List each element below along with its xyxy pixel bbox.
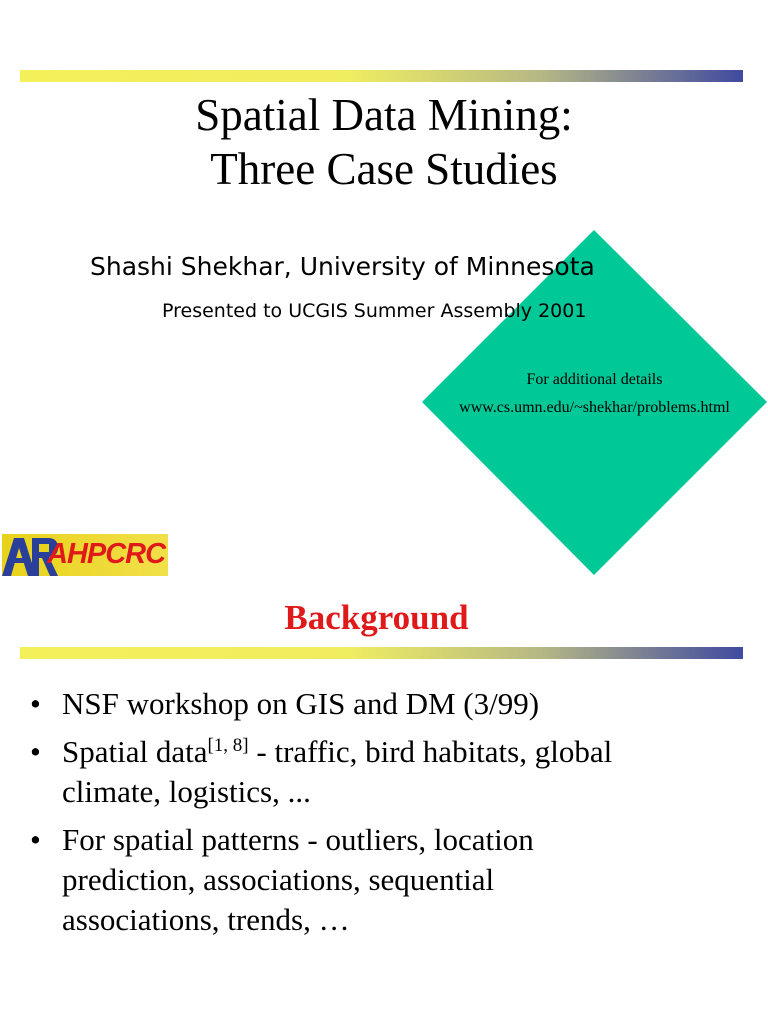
citation-superscript: [1, 8]	[207, 735, 249, 756]
section-rule	[20, 647, 743, 659]
bullet-text: NSF workshop on GIS and DM (3/99)	[62, 686, 540, 721]
presented-line: Presented to UCGIS Summer Assembly 2001	[162, 300, 587, 322]
title-rule-top	[20, 70, 743, 82]
author-line: Shashi Shekhar, University of Minnesota	[90, 252, 595, 281]
details-url: www.cs.umn.edu/~shekhar/problems.html	[459, 399, 730, 416]
slide-title	[0, 88, 768, 196]
diamond-text	[422, 366, 767, 422]
bullet-dot: •	[30, 686, 41, 721]
bullet-dot: •	[30, 734, 41, 769]
title-line-2: Three Case Studies	[210, 144, 558, 194]
ahpcrc-logo	[2, 534, 168, 576]
bullet-text-post: - traffic, bird habitats, global climate, logistics, ...	[62, 734, 613, 809]
title-line-1: Spatial Data Mining:	[195, 90, 573, 140]
bullet-item	[30, 684, 622, 724]
bullet-item	[30, 820, 622, 940]
bullet-text: For spatial patterns - outliers, location prediction, associations, sequential associations, trends, …	[62, 822, 534, 937]
bullet-dot: •	[30, 822, 41, 857]
bullet-item	[30, 732, 622, 812]
bullet-text-pre: Spatial data	[62, 734, 208, 769]
section-heading: Background	[284, 598, 469, 637]
details-label: For additional details	[526, 371, 663, 388]
logo-text: AHPCRC	[47, 538, 166, 570]
bullet-list	[30, 684, 622, 948]
